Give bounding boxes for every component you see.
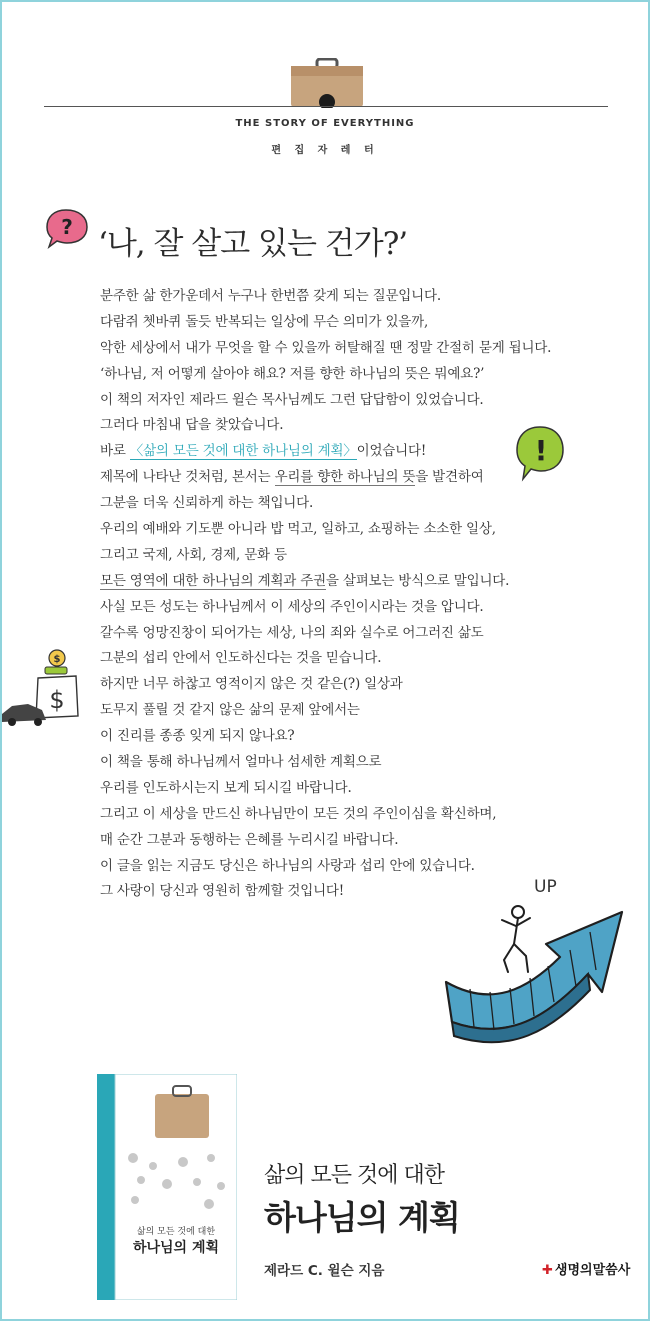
body-line: 도무지 풀릴 것 같지 않은 삶의 문제 앞에서는 [100,702,360,719]
body-line: 그러다 마침내 답을 찾았습니다. [100,417,284,434]
underlined-phrase: 우리를 향한 하나님의 뜻 [274,469,416,486]
cover-title-main: 하나님의 계획 [132,1240,220,1256]
body-line [100,569,580,595]
car-with-money-icon [0,648,82,728]
body-line: 우리의 예배와 기도뿐 아니라 밥 먹고, 일하고, 쇼핑하는 소소한 일상, [100,521,496,538]
book-cover-image [97,1074,237,1300]
coin-dollar-glyph: $ [53,654,61,665]
publisher-name: 생명의말씀사 [554,1263,631,1278]
body-line [100,439,580,465]
body-text: 을 살펴보는 방식으로 말입니다. [325,572,510,589]
publisher-logo [542,1259,630,1278]
up-label: UP [534,877,557,897]
book-title-highlight: 〈삶의 모든 것에 대한 하나님의 계획〉 [129,443,357,460]
body-text: 제목에 나타난 것처럼, 본서는 [100,469,275,486]
dollar-sign-glyph: $ [49,686,65,714]
question-mark-glyph: ? [61,215,73,239]
header-divider [44,106,608,107]
body-line: 이 책을 통해 하나님께서 얼마나 섬세한 계획으로 [100,754,382,771]
cover-title-small: 삶의 모든 것에 대한 [136,1227,216,1237]
body-line: 사실 모든 성도는 하나님께서 이 세상의 주인이시라는 것을 압니다. [100,598,484,615]
body-line: 그리고 이 세상을 만드신 하나님만이 모든 것의 주인이심을 확신하며, [100,805,497,822]
letter-body [100,284,580,905]
exclamation-mark-glyph: ! [534,434,548,467]
publisher-mark-icon: ✚ [542,1263,553,1278]
headline: ‘나, 잘 살고 있는 건가?’ [98,226,408,262]
section-label: 편 집 자 레 터 [271,145,379,156]
exclamation-bubble-icon [514,424,566,482]
body-line: 갈수록 엉망진창이 되어가는 세상, 나의 죄와 실수로 어그러진 삶도 [100,624,484,641]
up-arrow-illustration [430,872,640,1082]
briefcase-icon [290,58,364,108]
book-title-small: 삶의 모든 것에 대한 [264,1163,444,1188]
body-line: 우리를 인도하시는지 보게 되시길 바랍니다. [100,779,352,796]
body-line: 이 책의 저자인 제라드 윌슨 목사님께도 그런 답답함이 있었습니다. [100,391,484,408]
body-line: 그분을 더욱 신뢰하게 하는 책입니다. [100,495,314,512]
underlined-phrase: 모든 영역에 대한 하나님의 계획과 주권 [100,572,326,589]
book-author: 제라드 C. 윌슨 지음 [264,1263,385,1279]
body-line: 그 사랑이 당신과 영원히 함께할 것입니다! [100,883,344,900]
body-text: 바로 [100,443,130,460]
question-bubble-icon [46,208,90,250]
body-line: 그리고 국제, 사회, 경제, 문화 등 [100,546,287,563]
body-line: 이 진리를 종종 잊게 되지 않나요? [100,728,295,745]
body-line: 다람쥐 쳇바퀴 돌듯 반복되는 일상에 무슨 의미가 있을까, [100,313,429,330]
body-line: 이 글을 읽는 지금도 당신은 하나님의 사랑과 섭리 안에 있습니다. [100,857,475,874]
body-text: 을 발견하여 [415,469,484,486]
body-line: 그분의 섭리 안에서 인도하신다는 것을 믿습니다. [100,650,382,667]
body-text: 이었습니다! [356,443,427,460]
body-line: 분주한 삶 한가운데서 누구나 한번쯤 갖게 되는 질문입니다. [100,288,441,304]
series-title: THE STORY OF EVERYTHING [235,118,415,129]
book-title-main: 하나님의 계획 [264,1198,460,1237]
body-line: 악한 세상에서 내가 무엇을 할 수 있을까 허탈해질 땐 정말 간절히 묻게 됩니다. [100,339,552,356]
body-line [100,465,580,491]
body-line: ‘하나님, 저 어떻게 살아야 해요? 저를 향한 하나님의 뜻은 뭐예요?’ [100,365,485,382]
body-line: 하지만 너무 하찮고 영적이지 않은 것 같은(?) 일상과 [100,676,403,693]
body-line: 매 순간 그분과 동행하는 은혜를 누리시길 바랍니다. [100,831,399,848]
